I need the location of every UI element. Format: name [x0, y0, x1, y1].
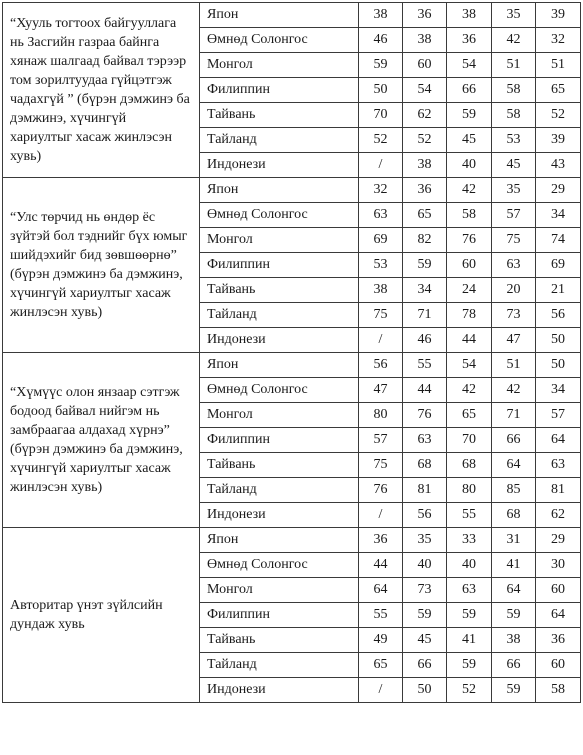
value-cell: 39: [536, 128, 581, 153]
value-cell: 55: [403, 353, 447, 378]
value-cell: 75: [359, 303, 403, 328]
value-cell: 64: [536, 603, 581, 628]
value-cell: 41: [492, 553, 536, 578]
value-cell: 39: [536, 3, 581, 28]
value-cell: 38: [492, 628, 536, 653]
value-cell: 63: [359, 203, 403, 228]
value-cell: 43: [536, 153, 581, 178]
value-cell: 54: [447, 53, 492, 78]
value-cell: 54: [403, 78, 447, 103]
value-cell: 38: [359, 278, 403, 303]
value-cell: 63: [536, 453, 581, 478]
value-cell: 34: [536, 203, 581, 228]
value-cell: 66: [492, 653, 536, 678]
value-cell: 81: [536, 478, 581, 503]
value-cell: 45: [403, 628, 447, 653]
country-cell: Филиппин: [200, 428, 359, 453]
value-cell: 36: [536, 628, 581, 653]
value-cell: 44: [447, 328, 492, 353]
value-cell: 51: [492, 353, 536, 378]
value-cell: 51: [536, 53, 581, 78]
value-cell: 36: [447, 28, 492, 53]
value-cell: 38: [403, 153, 447, 178]
value-cell: 40: [447, 553, 492, 578]
country-cell: Тайланд: [200, 303, 359, 328]
table-row: [3, 353, 581, 378]
value-cell: 65: [359, 653, 403, 678]
value-cell: 53: [359, 253, 403, 278]
value-cell: 33: [447, 528, 492, 553]
value-cell: 65: [447, 403, 492, 428]
question-text: Авторитар үнэт зүйлсийн дундаж хувь: [10, 598, 163, 632]
value-cell: 65: [403, 203, 447, 228]
value-cell: 47: [492, 328, 536, 353]
question-cell: [3, 528, 200, 703]
value-cell: 64: [492, 578, 536, 603]
value-cell: 63: [403, 428, 447, 453]
value-cell: 59: [447, 603, 492, 628]
value-cell: 50: [536, 328, 581, 353]
value-cell: 44: [403, 378, 447, 403]
value-cell: 34: [403, 278, 447, 303]
country-cell: Япон: [200, 3, 359, 28]
value-cell: /: [359, 153, 403, 178]
value-cell: 71: [492, 403, 536, 428]
value-cell: 29: [536, 178, 581, 203]
value-cell: 36: [403, 178, 447, 203]
country-cell: Өмнөд Солонгос: [200, 203, 359, 228]
country-cell: Тайланд: [200, 128, 359, 153]
value-cell: 50: [403, 678, 447, 703]
value-cell: 56: [359, 353, 403, 378]
value-cell: 60: [403, 53, 447, 78]
value-cell: 38: [403, 28, 447, 53]
value-cell: 66: [403, 653, 447, 678]
value-cell: 76: [359, 478, 403, 503]
value-cell: 53: [492, 128, 536, 153]
value-cell: 60: [536, 653, 581, 678]
value-cell: 58: [492, 78, 536, 103]
value-cell: 29: [536, 528, 581, 553]
question-cell: [3, 353, 200, 528]
value-cell: 52: [359, 128, 403, 153]
value-cell: 68: [447, 453, 492, 478]
value-cell: 44: [359, 553, 403, 578]
country-cell: Монгол: [200, 578, 359, 603]
question-text: “Улс төрчид нь өндөр ёс зүйтэй бол тэднийг бүх юмыг шийдэхийг бид зөвшөөрнө” (бүрэн дэмжинэ ба дэмжинэ, хүчингүй хариултыг хасаж жинлэсэн хувь): [10, 210, 188, 320]
value-cell: 54: [447, 353, 492, 378]
value-cell: 85: [492, 478, 536, 503]
value-cell: 38: [447, 3, 492, 28]
value-cell: 80: [359, 403, 403, 428]
value-cell: 59: [403, 603, 447, 628]
value-cell: 66: [492, 428, 536, 453]
value-cell: 52: [447, 678, 492, 703]
value-cell: 38: [359, 3, 403, 28]
country-cell: Өмнөд Солонгос: [200, 28, 359, 53]
country-cell: Монгол: [200, 403, 359, 428]
country-cell: Тайланд: [200, 478, 359, 503]
value-cell: 42: [447, 178, 492, 203]
value-cell: 50: [359, 78, 403, 103]
country-cell: Өмнөд Солонгос: [200, 553, 359, 578]
value-cell: 52: [403, 128, 447, 153]
value-cell: 74: [536, 228, 581, 253]
value-cell: 76: [447, 228, 492, 253]
country-cell: Филиппин: [200, 78, 359, 103]
value-cell: 55: [359, 603, 403, 628]
value-cell: 30: [536, 553, 581, 578]
value-cell: 36: [403, 3, 447, 28]
value-cell: 45: [447, 128, 492, 153]
value-cell: 73: [492, 303, 536, 328]
value-cell: 60: [536, 578, 581, 603]
value-cell: 68: [403, 453, 447, 478]
country-cell: Индонези: [200, 153, 359, 178]
value-cell: /: [359, 678, 403, 703]
value-cell: 35: [492, 3, 536, 28]
value-cell: 73: [403, 578, 447, 603]
value-cell: 59: [403, 253, 447, 278]
value-cell: 62: [536, 503, 581, 528]
value-cell: 21: [536, 278, 581, 303]
value-cell: 59: [447, 653, 492, 678]
question-cell: [3, 3, 200, 178]
value-cell: 75: [492, 228, 536, 253]
country-cell: Тайвань: [200, 103, 359, 128]
value-cell: 57: [536, 403, 581, 428]
value-cell: 65: [536, 78, 581, 103]
value-cell: 40: [447, 153, 492, 178]
country-cell: Өмнөд Солонгос: [200, 378, 359, 403]
value-cell: 71: [403, 303, 447, 328]
question-text: “Хууль тогтоох байгууллага нь Засгийн газраа байнга хянаж шалгаад байвал тэрээр том зорилтуудаа гүйцэтгэж чадахгүй ” (бүрэн дэмжинэ ба дэмжинэ, хүчингүй хариултыг хасаж жинлэсэн хувь): [10, 16, 190, 164]
value-cell: 64: [536, 428, 581, 453]
country-cell: Япон: [200, 178, 359, 203]
value-cell: 75: [359, 453, 403, 478]
value-cell: 56: [536, 303, 581, 328]
value-cell: 20: [492, 278, 536, 303]
value-cell: 70: [359, 103, 403, 128]
country-cell: Индонези: [200, 503, 359, 528]
value-cell: 70: [447, 428, 492, 453]
table-row: [3, 3, 581, 28]
value-cell: 57: [492, 203, 536, 228]
country-cell: Индонези: [200, 678, 359, 703]
data-table: [2, 2, 581, 703]
value-cell: 82: [403, 228, 447, 253]
value-cell: /: [359, 503, 403, 528]
value-cell: 58: [492, 103, 536, 128]
value-cell: 59: [447, 103, 492, 128]
table-row: [3, 528, 581, 553]
value-cell: 35: [403, 528, 447, 553]
country-cell: Индонези: [200, 328, 359, 353]
value-cell: 46: [403, 328, 447, 353]
value-cell: 59: [492, 678, 536, 703]
country-cell: Тайвань: [200, 628, 359, 653]
value-cell: 42: [492, 378, 536, 403]
value-cell: 68: [492, 503, 536, 528]
country-cell: Филиппин: [200, 603, 359, 628]
value-cell: 47: [359, 378, 403, 403]
value-cell: 66: [447, 78, 492, 103]
value-cell: 57: [359, 428, 403, 453]
value-cell: 56: [403, 503, 447, 528]
value-cell: 35: [492, 178, 536, 203]
value-cell: 64: [359, 578, 403, 603]
value-cell: 52: [536, 103, 581, 128]
value-cell: 42: [447, 378, 492, 403]
value-cell: 46: [359, 28, 403, 53]
table-row: [3, 178, 581, 203]
value-cell: 58: [536, 678, 581, 703]
value-cell: 36: [359, 528, 403, 553]
value-cell: 59: [359, 53, 403, 78]
value-cell: 51: [492, 53, 536, 78]
question-text: “Хүмүүс олон янзаар сэтгэж бодоод байвал нийгэм нь замбраагаа алдахад хүрнэ” (бүрэн дэмжинэ ба дэмжинэ, хүчингүй хариултыг хасаж жинлэсэн хувь): [10, 385, 183, 495]
country-cell: Тайвань: [200, 453, 359, 478]
value-cell: 40: [403, 553, 447, 578]
table-body: [3, 3, 581, 703]
value-cell: 34: [536, 378, 581, 403]
value-cell: 55: [447, 503, 492, 528]
country-cell: Япон: [200, 353, 359, 378]
value-cell: 50: [536, 353, 581, 378]
country-cell: Монгол: [200, 53, 359, 78]
value-cell: /: [359, 328, 403, 353]
value-cell: 49: [359, 628, 403, 653]
value-cell: 76: [403, 403, 447, 428]
value-cell: 78: [447, 303, 492, 328]
value-cell: 81: [403, 478, 447, 503]
value-cell: 64: [492, 453, 536, 478]
value-cell: 24: [447, 278, 492, 303]
value-cell: 69: [359, 228, 403, 253]
value-cell: 45: [492, 153, 536, 178]
value-cell: 41: [447, 628, 492, 653]
value-cell: 59: [492, 603, 536, 628]
country-cell: Тайвань: [200, 278, 359, 303]
value-cell: 63: [447, 578, 492, 603]
value-cell: 42: [492, 28, 536, 53]
value-cell: 31: [492, 528, 536, 553]
country-cell: Монгол: [200, 228, 359, 253]
country-cell: Тайланд: [200, 653, 359, 678]
value-cell: 60: [447, 253, 492, 278]
country-cell: Филиппин: [200, 253, 359, 278]
value-cell: 80: [447, 478, 492, 503]
value-cell: 63: [492, 253, 536, 278]
question-cell: [3, 178, 200, 353]
country-cell: Япон: [200, 528, 359, 553]
value-cell: 62: [403, 103, 447, 128]
value-cell: 69: [536, 253, 581, 278]
value-cell: 32: [536, 28, 581, 53]
value-cell: 58: [447, 203, 492, 228]
value-cell: 32: [359, 178, 403, 203]
